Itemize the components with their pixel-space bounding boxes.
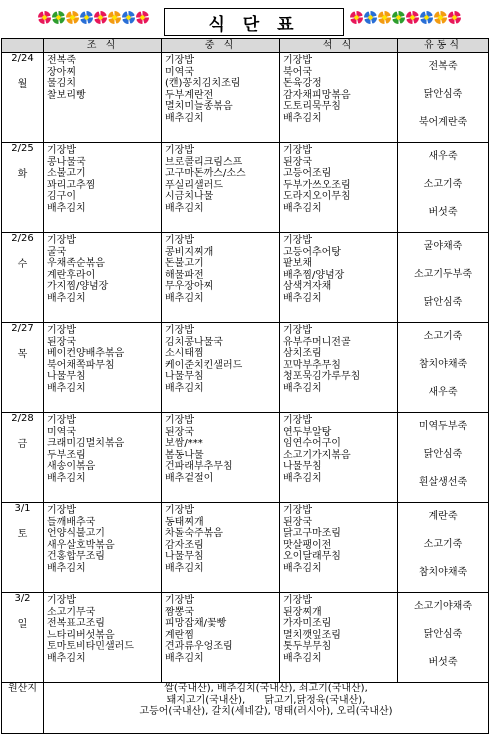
dinner-cell	[280, 503, 398, 593]
snack-cell	[398, 413, 489, 503]
dinner-item: 북어국	[283, 66, 312, 78]
flower-icon	[108, 11, 121, 24]
lunch-cell	[162, 413, 280, 503]
snack-cell	[398, 593, 489, 683]
menu-table	[1, 38, 489, 734]
flower-icon	[136, 11, 149, 24]
flower-icon	[66, 11, 79, 24]
breakfast-item: 느타리버섯볶음	[47, 629, 115, 641]
lunch-item: 멸치미늘종볶음	[165, 101, 233, 113]
lunch-item: 배추김치	[165, 562, 204, 574]
menu-body	[2, 53, 489, 683]
dinner-cell	[280, 143, 398, 233]
day-row	[2, 53, 489, 143]
snack-cell	[398, 233, 489, 323]
dinner-item: 기장밥	[283, 325, 312, 336]
title-row	[0, 0, 489, 36]
flower-icon	[448, 11, 461, 24]
day-date-cell	[2, 593, 44, 683]
lunch-item: 견과류우엉조림	[165, 641, 233, 653]
day-date-cell	[2, 503, 44, 593]
dinner-item: 멸치깻잎조림	[283, 629, 341, 641]
lunch-item: 기장밥	[165, 415, 194, 426]
day-date-cell	[2, 413, 44, 503]
dinner-cell	[280, 593, 398, 683]
day-date-cell	[2, 233, 44, 323]
day-date: 2/27	[11, 323, 34, 334]
dinner-item: 돈육강정	[283, 78, 322, 90]
breakfast-item: 두부조림	[47, 449, 86, 461]
flower-icon	[378, 11, 391, 24]
dinner-item: 기장밥	[283, 505, 312, 516]
page-title: 식 단 표	[164, 8, 344, 36]
lunch-item: 푸실리샐러드	[165, 179, 223, 191]
dinner-item: 된장국	[283, 516, 312, 528]
snack-item: 버섯죽	[428, 657, 458, 668]
dinner-item: 맛살팽이전	[283, 539, 332, 551]
breakfast-item: 크래미김멸치볶음	[47, 438, 125, 450]
dinner-item: 고등어추어탕	[283, 246, 341, 258]
dinner-item: 기장밥	[283, 235, 312, 246]
breakfast-item: 북어채쪽파무침	[47, 359, 115, 371]
lunch-item: 짬뽕국	[165, 606, 194, 618]
snack-item: 버섯죽	[428, 207, 458, 218]
snack-item: 새우죽	[428, 387, 458, 398]
dinner-item: 꼬막부추무침	[283, 359, 341, 371]
lunch-item: 해물파전	[165, 269, 204, 281]
lunch-item: 기장밥	[165, 505, 194, 516]
lunch-item: 기장밥	[165, 145, 194, 156]
day-row	[2, 413, 489, 503]
dinner-item: 배추김치	[283, 202, 322, 214]
breakfast-cell	[44, 323, 162, 413]
header-row	[2, 39, 489, 53]
dinner-item: 기장밥	[283, 145, 312, 156]
breakfast-item: 건홍합무조림	[47, 551, 105, 563]
day-date: 3/1	[14, 503, 31, 514]
flower-icon	[122, 11, 135, 24]
dinner-item: 삼치조림	[283, 348, 322, 360]
dinner-cell	[280, 233, 398, 323]
lunch-item: 기장밥	[165, 325, 194, 336]
header-date	[2, 39, 44, 53]
day-date: 2/24	[11, 53, 34, 64]
breakfast-item: 계란후라이	[47, 269, 96, 281]
day-row	[2, 593, 489, 683]
breakfast-item: 배추김치	[47, 202, 86, 214]
lunch-item: 보쌈/***	[165, 438, 203, 450]
breakfast-item: 기장밥	[47, 325, 76, 336]
dinner-item: 배추김치	[283, 112, 322, 124]
lunch-item: 미역국	[165, 66, 194, 78]
breakfast-item: 김구이	[47, 191, 76, 203]
lunch-item: 배추김치	[165, 382, 204, 394]
dinner-item: 배추김치	[283, 382, 322, 394]
dinner-cell	[280, 53, 398, 143]
header-breakfast: 조 식	[44, 39, 162, 53]
snack-item: 소고기죽	[423, 539, 463, 550]
flower-icon	[392, 11, 405, 24]
dinner-item: 배추김치	[283, 472, 322, 484]
breakfast-item: 콩나물국	[47, 156, 86, 168]
day-weekday: 금	[17, 438, 28, 450]
day-row	[2, 143, 489, 233]
lunch-item: 배추김치	[165, 652, 204, 664]
lunch-item: 피망잡채/꽃빵	[165, 618, 227, 630]
dinner-cell	[280, 323, 398, 413]
breakfast-item: 미역국	[47, 426, 76, 438]
dinner-item: 팥보채	[283, 258, 312, 270]
lunch-item: 배추김치	[165, 292, 204, 304]
dinner-item: 오이달래무침	[283, 551, 341, 563]
breakfast-item: 토마토비타민샐러드	[47, 641, 134, 653]
snack-item: 굴야채죽	[423, 241, 463, 252]
lunch-item: 두부계란전	[165, 89, 214, 101]
breakfast-item: 찰보리빵	[47, 89, 86, 101]
breakfast-item: 기장밥	[47, 145, 76, 156]
breakfast-item: 우채족순볶음	[47, 258, 105, 270]
day-date: 2/28	[11, 413, 34, 424]
breakfast-cell	[44, 233, 162, 323]
lunch-cell	[162, 323, 280, 413]
snack-item: 계란죽	[428, 511, 458, 522]
dinner-item: 임연수어구이	[283, 438, 341, 450]
breakfast-item: 베이컨양배추볶음	[47, 348, 125, 360]
day-row	[2, 323, 489, 413]
breakfast-item: 전복죽	[47, 55, 76, 66]
snack-item: 새우죽	[428, 151, 458, 162]
breakfast-item: 기장밥	[47, 505, 76, 516]
origin-text	[44, 683, 489, 734]
lunch-item: 계란찜	[165, 629, 194, 641]
breakfast-cell	[44, 53, 162, 143]
lunch-cell	[162, 503, 280, 593]
dinner-item: 배추김치	[283, 652, 322, 664]
lunch-item: 차돌숙주볶음	[165, 528, 223, 540]
dinner-item: 닭고구마조림	[283, 528, 341, 540]
day-weekday: 일	[17, 618, 28, 630]
flower-icon	[406, 11, 419, 24]
lunch-item: 봄동나물	[165, 449, 204, 461]
breakfast-item: 배추김치	[47, 292, 86, 304]
day-date: 3/2	[14, 593, 31, 604]
lunch-item: 건파래부추무침	[165, 461, 233, 473]
snack-item: 소고기죽	[423, 331, 463, 342]
snack-item: 참치야채죽	[418, 359, 468, 370]
dinner-item: 기장밥	[283, 55, 312, 66]
lunch-item: 나물무침	[165, 551, 204, 563]
day-date: 2/26	[11, 233, 34, 244]
dinner-item: 기장밥	[283, 415, 312, 426]
snack-item: 흰살생선죽	[418, 477, 468, 488]
breakfast-item: 물김치	[47, 78, 76, 90]
flower-icon	[364, 11, 377, 24]
breakfast-cell	[44, 143, 162, 233]
lunch-item: 감자조림	[165, 539, 204, 551]
snack-cell	[398, 53, 489, 143]
snack-item: 참치야채죽	[418, 567, 468, 578]
dinner-item: 연두부알탕	[283, 426, 332, 438]
header-lunch: 중 식	[162, 39, 280, 53]
lunch-cell	[162, 53, 280, 143]
day-weekday: 토	[17, 528, 28, 540]
lunch-item: 기장밥	[165, 595, 194, 606]
dinner-item: 배추찜/양념장	[283, 269, 345, 281]
header-snack: 유동식	[398, 39, 489, 53]
dinner-item: 톳두부무침	[283, 641, 332, 653]
day-date: 2/25	[11, 143, 34, 154]
dinner-item: 도라지오이무침	[283, 191, 351, 203]
origin-line: 고등어(국내산), 갈치(세네갈), 명태(러시아), 오리(국내산)	[139, 706, 393, 718]
lunch-item: 소시태찜	[165, 348, 204, 360]
breakfast-item: 꽈리고추찜	[47, 179, 96, 191]
lunch-item: 브로콜리크림스프	[165, 156, 243, 168]
breakfast-item: 새송이볶음	[47, 461, 96, 473]
lunch-item: 무우장아찌	[165, 281, 214, 293]
dinner-item: 된장국	[283, 156, 312, 168]
dinner-item: 감자채피망볶음	[283, 89, 351, 101]
breakfast-item: 전복표고조림	[47, 618, 105, 630]
dinner-item: 삼색겨자채	[283, 281, 332, 293]
breakfast-item: 기장밥	[47, 415, 76, 426]
day-date-cell	[2, 53, 44, 143]
breakfast-item: 장아찌	[47, 66, 76, 78]
dinner-item: 두부가쓰오조림	[283, 179, 351, 191]
dinner-cell	[280, 413, 398, 503]
breakfast-cell	[44, 593, 162, 683]
day-row	[2, 503, 489, 593]
lunch-item: 배추김치	[165, 112, 204, 124]
breakfast-item: 배추김치	[47, 562, 86, 574]
dinner-item: 가자미조림	[283, 618, 332, 630]
snack-item: 닭안심죽	[423, 89, 463, 100]
breakfast-item: 굴국	[47, 246, 67, 258]
snack-cell	[398, 503, 489, 593]
day-weekday: 화	[17, 168, 28, 180]
origin-label: 원산지	[2, 683, 44, 734]
snack-item: 소고기죽	[423, 179, 463, 190]
header-dinner: 석 식	[280, 39, 398, 53]
snack-item: 닭안심죽	[423, 629, 463, 640]
dinner-item: 배추김치	[283, 562, 322, 574]
day-weekday: 목	[17, 348, 28, 360]
breakfast-item: 소불고기	[47, 168, 86, 180]
dinner-item: 유부주머니전골	[283, 336, 351, 348]
day-date-cell	[2, 143, 44, 233]
breakfast-item: 배추김치	[47, 652, 86, 664]
lunch-cell	[162, 233, 280, 323]
snack-item: 북어계란죽	[418, 117, 468, 128]
flower-icon	[434, 11, 447, 24]
origin-row	[2, 683, 489, 734]
lunch-item: 나물무침	[165, 371, 204, 383]
day-date-cell	[2, 323, 44, 413]
dinner-item: 나물무침	[283, 461, 322, 473]
flower-icon	[80, 11, 93, 24]
lunch-item: 돈불고기	[165, 258, 204, 270]
lunch-item: 시금치나물	[165, 191, 214, 203]
breakfast-cell	[44, 503, 162, 593]
day-row	[2, 233, 489, 323]
snack-item: 닭안심죽	[423, 449, 463, 460]
snack-cell	[398, 143, 489, 233]
lunch-item: 케이준치킨샐러드	[165, 359, 243, 371]
origin-line: 쌀(국내산), 배추김치(국내산), 쇠고기(국내산),	[164, 683, 368, 694]
breakfast-item: 기장밥	[47, 595, 76, 606]
day-weekday: 월	[17, 78, 28, 90]
snack-cell	[398, 323, 489, 413]
breakfast-cell	[44, 413, 162, 503]
lunch-item: 콩비지찌개	[165, 246, 214, 258]
flower-icon	[420, 11, 433, 24]
decoration-flowers-left	[38, 9, 149, 29]
flower-icon	[38, 11, 51, 24]
dinner-item: 기장밥	[283, 595, 312, 606]
lunch-item: 된장국	[165, 426, 194, 438]
dinner-item: 된장찌개	[283, 606, 322, 618]
lunch-item: 배추겉절이	[165, 472, 214, 484]
snack-item: 닭안심죽	[423, 297, 463, 308]
snack-item: 소고기두부죽	[414, 269, 472, 280]
flower-icon	[52, 11, 65, 24]
breakfast-item: 가지찜/양념장	[47, 281, 109, 293]
breakfast-item: 배추김치	[47, 382, 86, 394]
lunch-cell	[162, 593, 280, 683]
snack-item: 미역두부죽	[418, 421, 468, 432]
lunch-item: 김치콩나물국	[165, 336, 223, 348]
dinner-item: 배추김치	[283, 292, 322, 304]
lunch-item: 기장밥	[165, 235, 194, 246]
origin-line: 돼지고기(국내산), 닭고기,닭정육(국내산),	[166, 694, 366, 706]
dinner-item: 도토리묵무침	[283, 101, 341, 113]
lunch-item: 동태찌개	[165, 516, 204, 528]
breakfast-item: 새우살호박볶음	[47, 539, 115, 551]
lunch-item: 기장밥	[165, 55, 194, 66]
lunch-item: 배추김치	[165, 202, 204, 214]
dinner-item: 소고기가지볶음	[283, 449, 351, 461]
breakfast-item: 기장밥	[47, 235, 76, 246]
breakfast-item: 소고기무국	[47, 606, 96, 618]
snack-item: 전복죽	[428, 61, 458, 72]
snack-item: 소고기야채죽	[414, 601, 472, 612]
breakfast-item: 된장국	[47, 336, 76, 348]
lunch-cell	[162, 143, 280, 233]
breakfast-item: 언양식불고기	[47, 528, 105, 540]
flower-icon	[350, 11, 363, 24]
flower-icon	[94, 11, 107, 24]
decoration-flowers-right	[350, 9, 461, 29]
breakfast-item: 들깨배추국	[47, 516, 96, 528]
lunch-item: (캔)꽁치김치조림	[165, 78, 241, 90]
dinner-item: 고등어조림	[283, 168, 332, 180]
dinner-item: 청포묵김가루무침	[283, 371, 361, 383]
breakfast-item: 배추김치	[47, 472, 86, 484]
breakfast-item: 나물무침	[47, 371, 86, 383]
lunch-item: 고구마돈까스/소스	[165, 168, 246, 180]
day-weekday: 수	[17, 258, 28, 270]
